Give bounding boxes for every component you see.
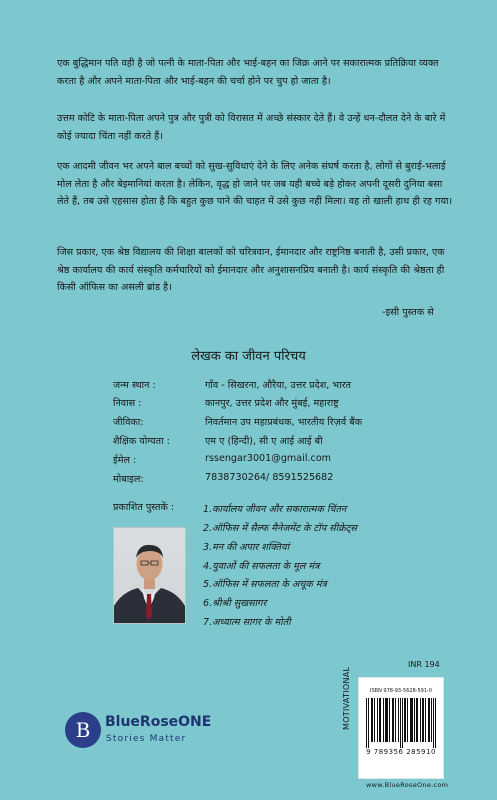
bio-value-occupation: निवर्तमान उप महाप्रबंधक, भारतीय रिज़र्व बैंक — [205, 417, 363, 428]
bio-label-mobile: मोबाइल: — [113, 474, 144, 485]
author-photo — [113, 527, 186, 624]
paragraph-3: एक आदमी जीवन भर अपने बाल बच्चों को सुख-सुविधाएं देने के लिए अनेक संघर्ष करता है, लोगों से बुराई-भलाई मोल लेता है और बेइमानियां करता है। लेकिन, वृद्ध हो जाने पर जब यही बच्चे बड़े होकर अपनी दूसरी दुनिया बसा लेते हैं, तब उसे एहसास होता है कि बहुत कुछ पाने की चाहत में उसे कुछ नहीं मिला। वह तो खाली हाथ ही रह गया। — [57, 161, 453, 207]
book-item-6: 6.श्रीश्री सुखसागर — [203, 598, 267, 609]
bio-heading: लेखक का जीवन परिचय — [191, 349, 306, 364]
bio-value-mobile: 7838730264/ 8591525682 — [205, 472, 334, 483]
books-label: प्रकाशित पुस्तकें : — [113, 502, 175, 513]
bio-value-email: rssengar3001@gmail.com — [205, 453, 332, 464]
bio-label-email: ईमेल : — [113, 455, 137, 466]
barcode-box — [358, 677, 444, 779]
paragraph-2: उत्तम कोटि के माता-पिता अपने पुत्र और पुत्री को विरासत में अच्छे संस्कार देते हैं। वे उन्हें धन-दौलत देने के बारे में कोई ज्यादा चिंता नहीं करते हैं। — [57, 113, 446, 142]
bio-value-birthplace: गाँव - सिखरना, औरैया, उत्तर प्रदेश, भारत — [205, 380, 351, 391]
book-item-1: 1.कार्यालय जीवन और सकारात्मक चिंतन — [203, 504, 347, 515]
book-item-3: 3.मन की अपार शक्तियां — [203, 542, 290, 553]
bio-label-residence: निवास : — [113, 398, 142, 409]
isbn-text: ISBN 978-93-5628-591-0 — [370, 688, 432, 694]
website-url: www.BlueRoseOne.com — [366, 781, 449, 789]
book-item-2: 2.ऑफिस में सैल्फ मैनेजमेंट के टॉप सीक्रेट्स — [203, 523, 357, 534]
author-portrait-icon — [114, 528, 185, 623]
svg-text:B: B — [75, 718, 91, 742]
book-item-7: 7.अध्यात्म सागर के मोती — [203, 617, 291, 628]
book-item-5: 5.ऑफिस में सफलता के अचूक मंत्र — [203, 579, 327, 590]
price-label: INR 194 — [408, 660, 440, 669]
paragraph-4: जिस प्रकार, एक श्रेष्ठ विद्यालय की शिक्षा बालकों को चरित्रवान, ईमानदार और राष्ट्रनिष्ठ बनाती है, उसी प्रकार, एक श्रेष्ठ कार्यालय की कार्य संस्कृति कर्मचारियों को ईमानदार और अनुशासनप्रिय बनाती है। कार्य संस्कृति की श्रेष्ठता ही किसी ऑफिस का असली ब्रांड है। — [57, 247, 445, 293]
publisher-tagline: Stories Matter — [106, 734, 187, 744]
bio-label-birthplace: जन्म स्थान : — [113, 380, 156, 391]
publisher-name: BlueRoseONE — [105, 714, 212, 730]
book-item-4: 4.युवाओं की सफलता के मूल मंत्र — [203, 561, 320, 572]
bio-label-education: शैक्षिक योग्यता : — [113, 436, 170, 447]
publisher-logo-icon — [65, 712, 101, 748]
bio-label-occupation: जीविका: — [113, 417, 144, 428]
category-label: MOTIVATIONAL — [342, 666, 351, 730]
quote-source: -इसी पुस्तक से — [382, 307, 434, 318]
barcode-icon — [366, 698, 436, 748]
paragraph-1: एक बुद्धिमान पति वही है जो पत्नी के माता-पिता और भाई-बहन का जिक्र आने पर सकारात्मक प्रतिक्रिया व्यक्त करता है और अपने माता-पिता और भाई-बहन की चर्चा होने पर चुप हो जाता है। — [57, 58, 439, 87]
barcode-digits: 9 789356 285910 — [366, 748, 436, 756]
bio-value-residence: कानपुर, उत्तर प्रदेश और मुंबई, महाराष्ट्र — [205, 398, 339, 409]
bio-value-education: एम ए (हिन्दी), सी ए आई आई बी — [205, 436, 323, 447]
